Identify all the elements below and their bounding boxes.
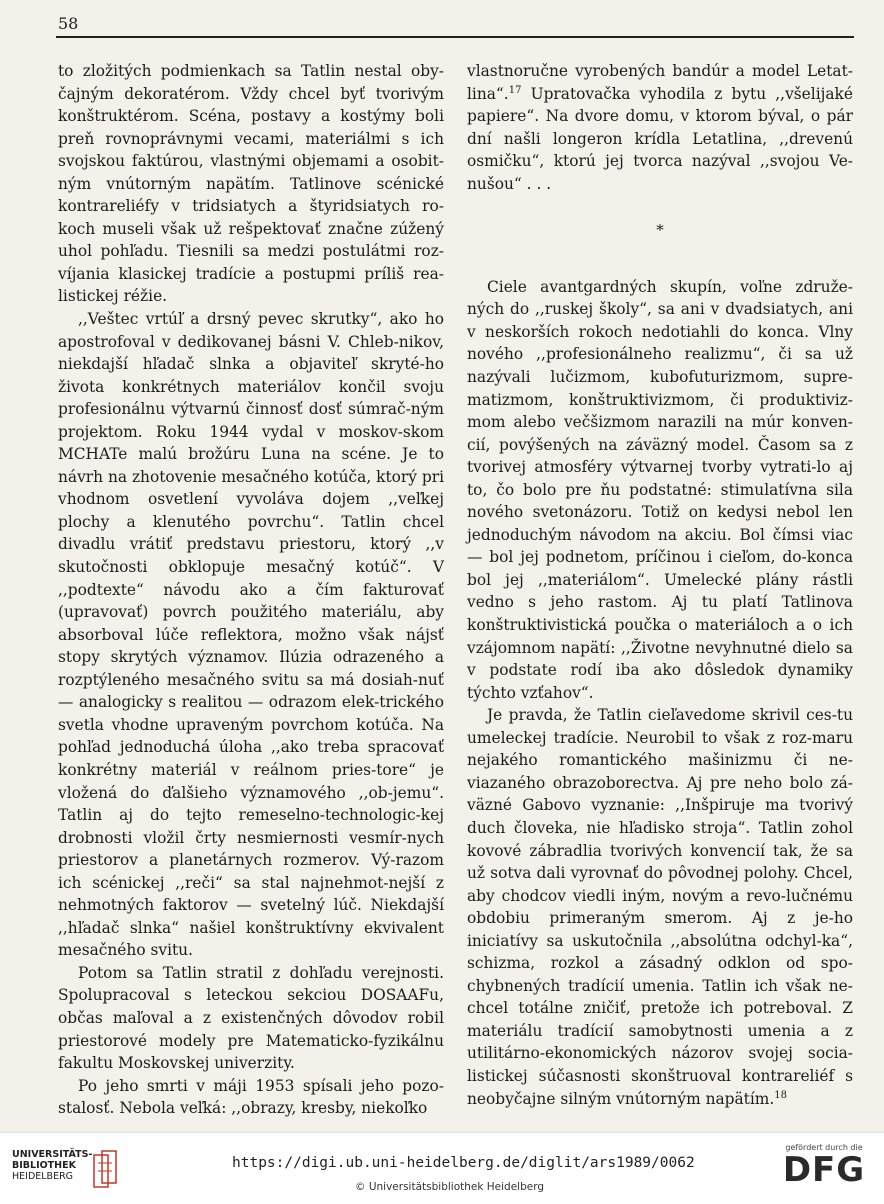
continuation-text-after: Upratovačka vyhodila z bytu ,,všelijaké papiere“. Na dvore domu, v ktorom býval, o pár dní našli longeron krídla Letatlina, ,,drevenú osmičku“, ktorú jej tvorca nazýval ,,svojou Ve-nušou“ . . .: [467, 84, 853, 193]
right-paragraph-continuation: [467, 60, 853, 195]
dfg-funding-caption: gefördert durch die: [785, 1143, 863, 1152]
viewer-footer: [0, 1132, 884, 1204]
right-paragraph-2: [467, 704, 853, 1110]
logo-line-1: UNIVERSITÄTS-: [12, 1149, 93, 1160]
university-library-logo[interactable]: [12, 1149, 132, 1193]
permalink-url[interactable]: https://digi.ub.uni-heidelberg.de/diglit/ars1989/0062: [232, 1155, 695, 1171]
continuation-text-before: vlastnoručne vyrobených bandúr a model Letat-lina“.: [467, 62, 853, 103]
left-column: [58, 60, 444, 1120]
logo-line-2: BIBLIOTHEK: [12, 1160, 76, 1171]
right-column: [467, 60, 853, 1110]
library-emblem-icon: [92, 1149, 126, 1193]
left-paragraph-4: Po jeho smrti v máji 1953 spísali jeho pozo-stalosť. Nebola veľká: ,,obrazy, kresby, niekoľko: [58, 1076, 444, 1118]
copyright-notice: © Universitätsbibliothek Heidelberg: [355, 1181, 545, 1193]
dfg-logo[interactable]: [778, 1143, 870, 1188]
section-separator: *: [656, 221, 664, 240]
left-paragraph-1: to zložitých podmienkach sa Tatlin nestal oby-čajným dekoratérom. Vždy chcel byť tvorivým konštruktérom. Scéna, postavy a kostýmy boli preň rovnoprávnymi vecami, materiálmi s ich svojskou faktúrou, vlastnými objemami a osobit-ným vnútorným napätím. Tatlinove scénické kontrareliéfy v tridsiatych a štyridsiatych ro-koch museli však už rešpektovať značne zúžený uhol pohľadu. Tiesnili sa medzi postulátmi roz-víjania klasickej tradície a postupmi príliš rea-listickej réžie.: [58, 62, 444, 306]
footnote-ref-17: 17: [508, 84, 522, 96]
right-paragraph-2-text: Je pravda, že Tatlin cieľavedome skrivil ces-tu umeleckej tradície. Neurobil to však z roz-maru nejakého romantického mašinizmu či ne-viazaného obrazoborectva. Aj pre neho bolo zá-väzné Gabovo vyznanie: ,,Inšpiruje ma tvorivý duch človeka, nie hľadisko stroja“. Tatlin zohol kovové zábradlia tvorivých konvencií tak, že sa už sotva dali vyrovnať do pôvodnej polohy. Chcel, aby chodcov viedli iným, novým a revo-lučnému obdobiu primeraným smerom. Aj z je-ho iniciatívy sa uskutočnila ,,absolútna odchyl-ka“, schizma, rozkol a zásadný odklon od spo-chybnených tradícií umenia. Tatlin ich však ne-chcel totálne zničiť, pretože ich potreboval. Z materiálu tradícií samobytnosti umenia a z utilitárno-ekonomických názorov svojej socia-listickej súčasnosti skonštruoval kontrareliéf s neobyčajne silným vnútorným napätím.: [467, 706, 853, 1108]
page-number: 58: [58, 14, 79, 33]
left-paragraph-2: ,,Veštec vrtúľ a drsný pevec skrutky“, ako ho apostrofoval v dedikovanej básni V. Chleb-nikov, niekdajší hľadač slnka a objaviteľ skryté-ho života konkrétnych materiálov končil svoju profesionálnu výtvarnú činnosť dosť súmrač-ným projektom. Roku 1944 vydal v moskov-skom MCHATe malú brožúru Luna na scéne. Je to návrh na zhotovenie mesačného kotúča, ktorý pri vhodnom osvetlení vyvoláva dojem ,,veľkej plochy a klenutého povrchu“. Tatlin chcel divadlu vrátiť predstavu priestoru, ktorý ,,v skutočnosti obklopuje mesačný kotúč“. V ,,podtexte“ návodu ako a čím fakturovať (upravovať) povrch použitého materiálu, aby absorboval lúče reflektora, možno však nájsť stopy skrytých významov. Ilúzia odrazeného a rozptýleného mesačného svitu sa má dosiah-nuť — analogicky s realitou — odrazom elek-trického svetla vhodne upraveným povrchom kotúča. Na pohľad jednoduchá úloha ,,ako treba spracovať konkrétny materiál v reálnom pries-tore“ je vložená do ďalšieho významového ,,ob-jemu“. Tatlin aj do tejto remeselno-technologic-kej drobnosti vložil črty nesmiernosti vesmír-nych priestorov a planetárnych rozmerov. Vý-razom ich scénickej ,,reči“ sa stal najnehmot-nejší z nehmotných faktorov — svetelný lúč. Niekdajší ,,hľadač slnka“ našiel konštruktívny ekvivalent mesačného svitu.: [58, 310, 444, 960]
left-paragraph-3: Potom sa Tatlin stratil z dohľadu verejnosti. Spolupracoval s leteckou sekciou DOSAAFu, občas maľoval a z existenčných dôvodov robil priestorové modely pre Matematicko-fyzikálnu fakultu Moskovskej univerzity.: [58, 963, 444, 1073]
footnote-ref-18: 18: [774, 1089, 788, 1101]
right-paragraph-1: Ciele avantgardných skupín, voľne združe-ných do ,,ruskej školy“, sa ani v dvadsiatych, ani v neskorších rokoch nedotiahli do konca. Vlny nového ,,profesionálneho realizmu“, či sa už nazývali lučizmom, kubofuturizmom, supre-matizmom, konštruktivizmom, či produktiviz-mom alebo večšizmom narazili na múr konven-cií, povýšených na záväzný model. Časom sa z tvorivej atmosféry výtvarnej tvorby vytrati-lo aj to, čo bolo pre ňu podstatné: stimulatívna sila nového svetonázoru. Totiž on kedysi nebol len jednoduchým návodom na akciu. Bol čímsi viac — bol jej podnetom, príčinou i cieľom, do-konca bol jej ,,materiálom“. Umelecké plány rástli vedno s jeho rastom. Aj tu platí Tatlinova konštruktivistická poučka o materiáloch a o ich vzájomnom napätí: ,,Životne nevyhnutné dielo sa v podstate rodí iba ako dôsledok dynamiky týchto vzťahov“.: [467, 277, 853, 702]
dfg-wordmark: DFG: [782, 1150, 866, 1190]
logo-line-3: HEIDELBERG: [12, 1171, 74, 1182]
header-rule: [56, 36, 854, 38]
